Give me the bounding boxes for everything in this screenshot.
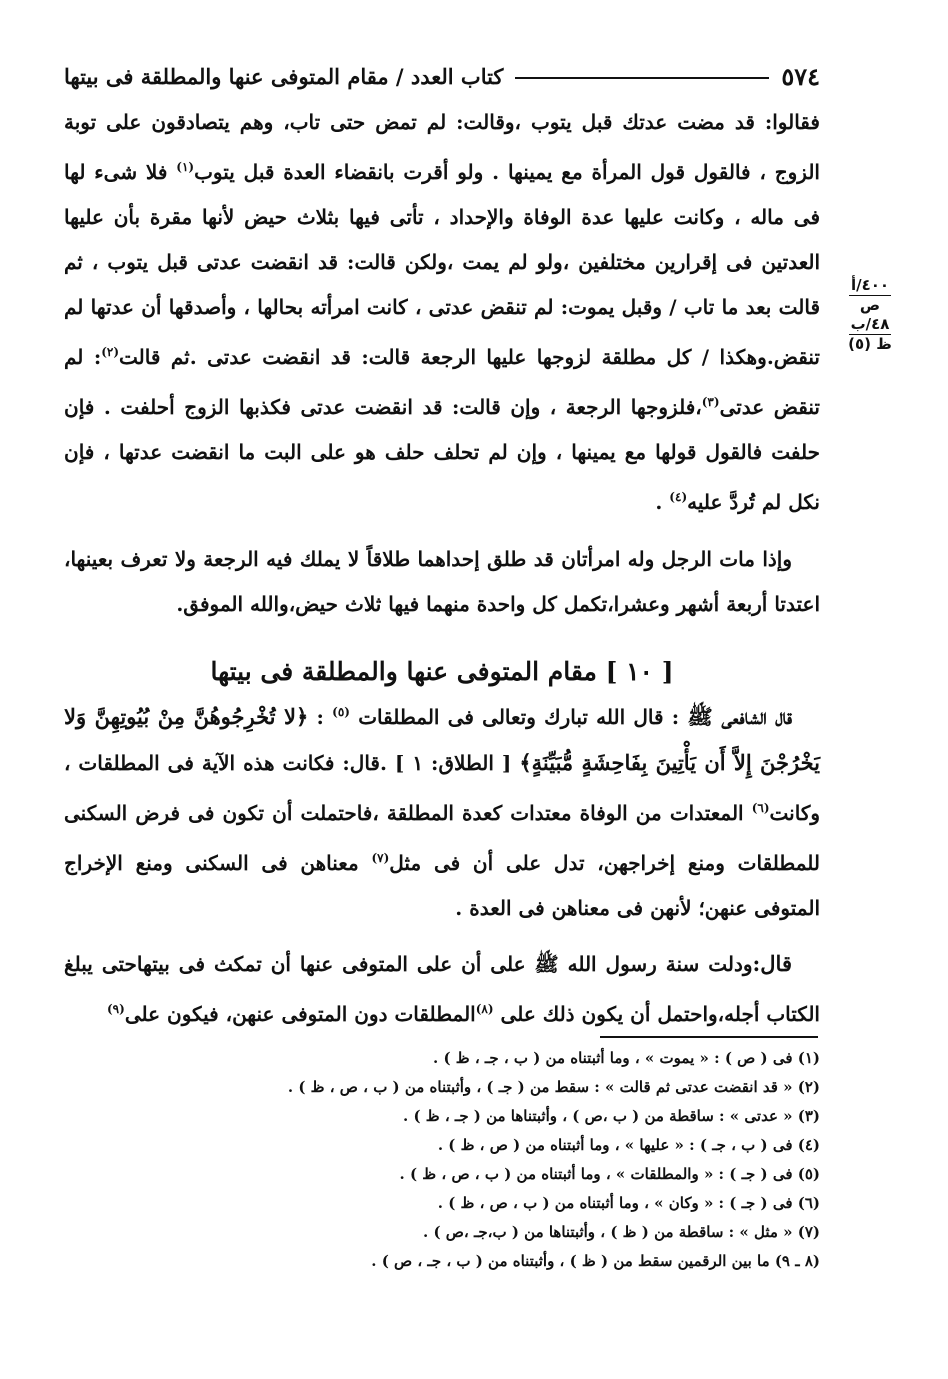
footnote-ref-3: (٣) xyxy=(701,395,720,409)
text-run: ،فلزوجها الرجعة ، وإن قالت: قد انقضت عدتى فكذبها الزوج أحلفت . فإن حلفت فالقول قولها مع يمينها ، وإن لم تحلف حلف هو على البت ما انقضت عدتها ، فإن نكل لم تُردَّ عليه xyxy=(64,395,820,514)
footnote: (١) فى ( ص ) : « يموت » ، وما أثبتناه من ( ب ، جـ ، ظ ) . xyxy=(433,1049,820,1067)
footnote-ref-1: (١) xyxy=(176,160,195,174)
running-title: كتاب العدد / مقام المتوفى عنها والمطلقة فى بيتها xyxy=(64,63,504,89)
text-run: فقالوا: قد مضت عدتك قبل يتوب ،وقالت: لم تمض حتى تاب، وهم يتصادقون على توبة الزوج ، فالقول قول المرأة مع يمينها . ولو أقرت بانقضاء العدة قبل يتوب xyxy=(64,110,820,184)
paragraph-1 xyxy=(64,100,820,525)
footnote-ref-7: (٧) xyxy=(371,851,390,865)
speaker-label: قال الشافعى ﷺ xyxy=(687,704,793,729)
speaker-label: قال: xyxy=(752,951,792,976)
footnote: (٦) فى ( جـ ) : « وكان » ، وما أثبتناه من ( ب ، ص ، ظ ) . xyxy=(437,1194,820,1212)
text-run: [ الطلاق: ١ ] .قال: فكانت هذه الآية فى المطلقات ، وكانت xyxy=(64,751,820,825)
quran-verse: ﴿لا تُخْرِجُوهُنَّ مِنْ بُيُوتِهِنَّ وَلا يَخْرُجْنَ إِلاَّ أَن يَأْتِينَ بِفَاحِشَةٍ مُّبَيِّنَةٍ﴾ xyxy=(64,704,820,775)
footnote-ref-9: (٩) xyxy=(106,1002,125,1016)
text-run: : xyxy=(308,705,333,729)
margin-folio-2: ص xyxy=(859,296,881,314)
footnote: (٣) « عدتى » : ساقطة من ( ب ،ص ) ، وأثبتناها من ( جـ ، ظ ) . xyxy=(403,1107,820,1125)
footnote-ref-5: (٥) xyxy=(332,705,350,719)
text-run: ودلت سنة رسول الله ﷺ على أن على المتوفى عنها أن تمكث فى بيتهاحتى يبلغ الكتاب أجله،واحتمل أن يكون ذلك على xyxy=(64,952,820,1026)
text-run: : لم تنقض عدتى xyxy=(64,345,820,419)
footnote: (٥) فى ( جـ ) : « والمطلقات » ، وما أثبتناه من ( ب ، ص ، ظ ) . xyxy=(399,1165,820,1183)
text-run: المعتدات من الوفاة معتدات كعدة المطلقة ،فاحتملت أن تكون فى فرض السكنى للمطلقات ومنع إخراجهن، تدل على أن فى مثل xyxy=(64,801,820,875)
footnotes xyxy=(200,1044,820,1276)
text-run: . xyxy=(655,490,670,514)
text-run: : قال الله تبارك وتعالى فى المطلقات xyxy=(349,705,688,729)
main-text xyxy=(64,100,820,639)
margin-folio-notes xyxy=(836,276,904,354)
footnote-ref-4: (٤) xyxy=(669,490,688,504)
footnote-ref-2: (٢) xyxy=(101,345,120,359)
margin-folio-1: ٤٠٠/أ xyxy=(850,276,890,294)
footnote-separator xyxy=(600,1036,818,1038)
text-run: المطلقات دون المتوفى عنهن، فيكون على xyxy=(124,1002,476,1026)
footnote: (٢) « قد انقضت عدتى ثم قالت » : سقط من ( جـ ) ، وأثبتناه من ( ب ، ص ، ظ ) . xyxy=(287,1078,820,1096)
paragraph-4 xyxy=(64,941,820,1037)
footnote: (٨ ـ ٩) ما بين الرقمين سقط من ( ظ ) ، وأثبتناه من ( ب ، جـ ، ص ) . xyxy=(371,1252,820,1270)
running-header xyxy=(64,56,820,96)
section-text xyxy=(64,690,820,1047)
text-run: فلا شىء لها فى ماله ، وكانت عليها عدة الوفاة والإحداد ، تأتى فيها بثلاث حيض لأنها مقرة بأن عليها العدتين فى إقرارين مختلفين ،ولو لم يمت ،ولكن قالت: قد انقضت عدتى قبل يتوب ، ثم قالت بعد ما تاب / وقبل يموت: لم تنقض عدتى ، كانت امرأته بحالها ، وأصدقها أن عدتها لم تنقض.وهكذا / كل مطلقة لزوجها عليها الرجعة قالت: قد انقضت عدتى .ثم قالت xyxy=(64,160,820,369)
paragraph-3 xyxy=(64,690,820,931)
margin-folio-3: ٤٨/ب xyxy=(850,315,890,333)
text-run: معناهن فى السكنى ومنع الإخراج المتوفى عنهن؛ لأنهن فى معناهن فى العدة . xyxy=(64,851,820,920)
footnote-ref-8: (٨) xyxy=(475,1002,494,1016)
footnote-ref-6: (٦) xyxy=(751,801,770,815)
page-number: ٥٧٤ xyxy=(781,61,820,91)
paragraph-2: وإذا مات الرجل وله امرأتان قد طلق إحداهما طلاقاً لا يملك فيه الرجعة ولا تعرف بعينها، اعتدتا أربعة أشهر وعشرا،تكمل كل واحدة منهما فيها ثلاث حيض،والله الموفق. xyxy=(64,547,820,616)
margin-folio-4: ظ (٥) xyxy=(848,335,892,353)
footnote: (٤) فى ( ب ، جـ ) : « عليها » ، وما أثبتناه من ( ص ، ظ ) . xyxy=(437,1136,820,1154)
footnote: (٧) « مثل » : ساقطة من ( ظ ) ، وأثبتناها من ( ب،جـ ،ص ) . xyxy=(423,1223,820,1241)
section-heading: [ ١٠ ] مقام المتوفى عنها والمطلقة فى بيتها xyxy=(210,657,674,686)
header-rule xyxy=(515,77,769,79)
